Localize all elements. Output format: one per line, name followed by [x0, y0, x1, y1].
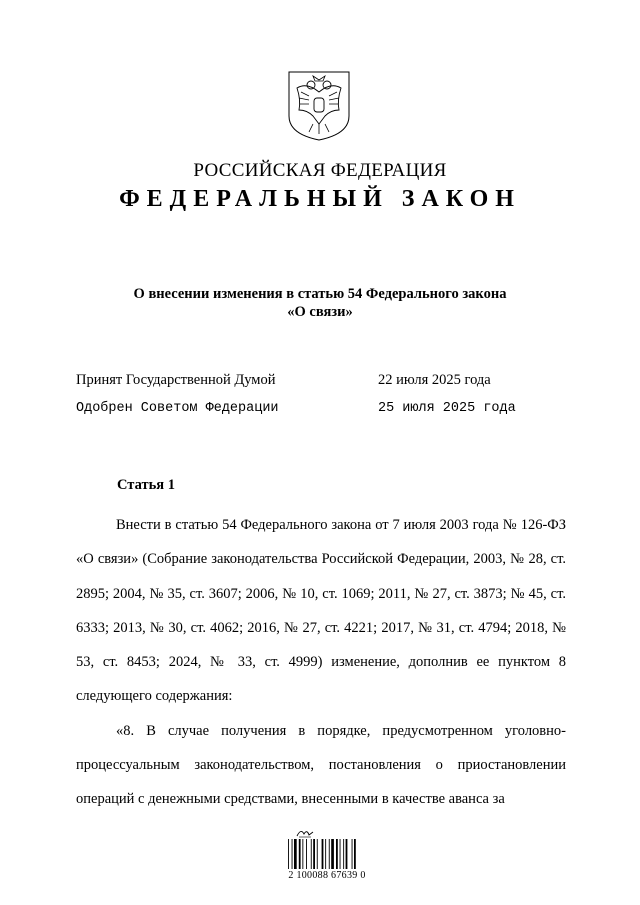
barcode-block [287, 826, 367, 886]
adoption-date: 25 июля 2025 года [378, 401, 516, 416]
coat-of-arms-icon [287, 70, 351, 142]
country-name: РОССИЙСКАЯ ФЕДЕРАЦИЯ [193, 160, 447, 181]
article-body [76, 508, 566, 817]
law-title-line-1: О внесении изменения в статью 54 Федерального закона [133, 286, 507, 302]
adoption-label: Принят Государственной Думой [76, 372, 276, 388]
law-title-line-2: «О связи» [287, 304, 353, 320]
law-title [60, 285, 580, 321]
barcode-icon [287, 839, 367, 869]
law-type-heading: ФЕДЕРАЛЬНЫЙ ЗАКОН [119, 186, 521, 212]
adoption-label: Одобрен Советом Федерации [76, 401, 279, 416]
signature-mark-icon [295, 826, 315, 838]
article-paragraph: Внести в статью 54 Федерального закона от 7 июля 2003 года № 126-ФЗ «О связи» (Собрание законодательства Российской Федерации, 2003, № 28, ст. 2895; 2004, № 35, ст. 3607; 2006, № 10, ст. 1069; 2011, № 27, ст. 3873; № 45, ст. 6333; 2013, № 30, ст. 4062; 2016, № 27, ст. 4221; 2017, № 31, ст. 4794; 2018, № 53, ст. 8453; 2024, № 33, ст. 4999) изменение, дополнив ее пунктом 8 следующего содержания: [76, 517, 566, 705]
barcode-number: 2 100088 67639 0 [288, 870, 366, 881]
adoption-date: 22 июля 2025 года [378, 372, 491, 388]
article-paragraph: «8. В случае получения в порядке, предусмотренном уголовно-процессуальным законодательством, постановления о приостановлении операций с денежными средствами, внесенными в качестве аванса за [76, 722, 566, 808]
article-heading: Статья 1 [117, 477, 175, 493]
